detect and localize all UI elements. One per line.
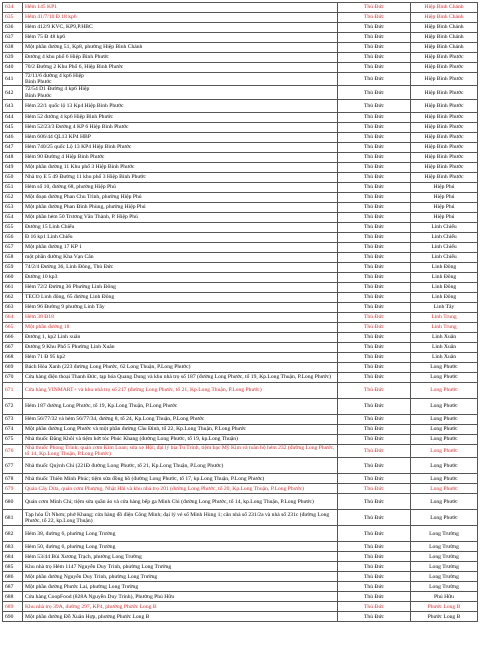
row-number-cell: 690 (3, 612, 23, 622)
table-row (3, 13, 478, 23)
district-cell: Thủ Đức (338, 414, 411, 424)
ward-cell: Hiệp Phú (411, 202, 478, 212)
location-cell: Đường 4 khu phố 6 Hiệp Bình Phước (23, 53, 338, 63)
district-cell: Thủ Đức (338, 162, 411, 172)
district-cell: Thủ Đức (338, 362, 411, 372)
row-number-cell: 661 (3, 282, 23, 292)
location-cell: 72/11/6 đường 4 kp6 Hiệp Bình Phước (23, 73, 338, 86)
district-cell: Thủ Đức (338, 212, 411, 222)
row-number-cell: 634 (3, 3, 23, 13)
ward-cell: Long Phước (411, 372, 478, 382)
ward-cell: Long Trường (411, 572, 478, 582)
row-number-cell: 659 (3, 262, 23, 272)
table-row (3, 192, 478, 202)
location-cell: Bách Hóa Xanh (223 đường Long Phước, 62 Long Thuận, P.Long Phước) (23, 362, 338, 372)
ward-cell: Long Trường (411, 542, 478, 552)
row-number-cell: 642 (3, 86, 23, 99)
ward-cell: Hiệp Bình Chánh (411, 13, 478, 23)
location-cell: Một phần đường 51, Kp8, phường Hiệp Bình Chánh (23, 43, 338, 53)
ward-cell: Hiệp Bình Phước (411, 152, 478, 162)
district-cell: Thủ Đức (338, 352, 411, 362)
row-number-cell: 650 (3, 172, 23, 182)
row-number-cell: 666 (3, 332, 23, 342)
table-row (3, 53, 478, 63)
table-row (3, 3, 478, 13)
row-number-cell: 680 (3, 494, 23, 510)
table-row (3, 582, 478, 592)
ward-cell: Hiệp Bình Phước (411, 73, 478, 86)
district-cell: Thủ Đức (338, 572, 411, 582)
district-cell: Thủ Đức (338, 222, 411, 232)
location-cell: 70/2 Đường 2 Khu Phố 6, Hiệp Bình Phước (23, 63, 338, 73)
location-cell: Một phần đường 17 KP 1 (23, 242, 338, 252)
row-number-cell: 638 (3, 43, 23, 53)
district-cell: Thủ Đức (338, 302, 411, 312)
ward-cell: Linh Trung (411, 312, 478, 322)
row-number-cell: 643 (3, 99, 23, 112)
row-number-cell: 686 (3, 572, 23, 582)
table-row (3, 43, 478, 53)
location-cell: Hẻm 50, đường 6, phường Long Trường (23, 542, 338, 552)
location-cell: 72/54 D1 Đường 4 kp6 Hiệp Bình Phước (23, 86, 338, 99)
row-number-cell: 649 (3, 162, 23, 172)
ward-cell: Long Trường (411, 582, 478, 592)
ward-cell: Long Phước (411, 382, 478, 398)
ward-cell: Long Phước (411, 484, 478, 494)
row-number-cell: 682 (3, 526, 23, 542)
location-cell: Hẻm 52/23/3 Đường 4 KP 6 Hiệp Bình Phước (23, 122, 338, 132)
table-row (3, 152, 478, 162)
district-cell: Thủ Đức (338, 562, 411, 572)
location-cell: Một phần đường Long Phước và một phần đường Cầu Đình, tổ 22, Kp.Long Thuận, P.Long Phước (23, 424, 338, 434)
district-cell: Thủ Đức (338, 424, 411, 434)
table-row (3, 572, 478, 582)
table-row (3, 63, 478, 73)
row-number-cell: 657 (3, 242, 23, 252)
location-cell: Nhà thuốc Đăng Khôi và tiệm hớt tóc Phúc Khang (đường Long Phước, tổ 19, kp.Long Thuận) (23, 434, 338, 444)
table-row (3, 262, 478, 272)
location-cell: Một phần đường 18 (23, 322, 338, 332)
location-cell: Nhà thuốc Thiên Minh Phúc; tiệm sửa đồng hồ (đường Long Phước, tổ 17, kp.Long Thuận, P.Long Phước) (23, 474, 338, 484)
location-cell: Quán Cây Dừa, quán cơm Phượng, Nhật Hải và khu nhà trọ 201 (đường Long Phước, tổ 20, Kp.Long Thuận, P.Long Phước) (23, 484, 338, 494)
table-row (3, 562, 478, 572)
location-cell: Một phần đường Phước Lai, phường Long Trường (23, 582, 338, 592)
table-row (3, 510, 478, 526)
table-row (3, 162, 478, 172)
location-cell: Hẻm 22/1 quốc lộ 13 Kp4 Hiệp Bình Phước (23, 99, 338, 112)
table-row (3, 312, 478, 322)
table-row (3, 414, 478, 424)
district-cell: Thủ Đức (338, 3, 411, 13)
location-cell: Tạp hóa Út Nhơn; phở Khang; cửa hàng đồ điện Công Minh; đại lý vé số Minh Hùng 1; căn nhà số 231/2a và nhà số 231c (đường Long Phước, tổ 22, kp.Long Thuận) (23, 510, 338, 526)
district-cell: Thủ Đức (338, 172, 411, 182)
district-cell: Thủ Đức (338, 434, 411, 444)
location-cell: 74/2/4 Đường 36, Linh Đông, Thủ Đức (23, 262, 338, 272)
district-cell: Thủ Đức (338, 43, 411, 53)
ward-cell: Hiệp Bình Chánh (411, 23, 478, 33)
table-row (3, 322, 478, 332)
location-cell: Hẻm 72/2 Đường 36 Phường Linh Đông (23, 282, 338, 292)
locations-table (2, 2, 478, 622)
ward-cell: Long Phước (411, 434, 478, 444)
row-number-cell: 684 (3, 552, 23, 562)
district-cell: Thủ Đức (338, 63, 411, 73)
row-number-cell: 681 (3, 510, 23, 526)
district-cell: Thủ Đức (338, 86, 411, 99)
ward-cell: Linh Đông (411, 292, 478, 302)
table-row (3, 398, 478, 414)
location-cell: Quán cơm Minh Chi; tiệm sửa quần áo và cửa hàng bếp ga Minh Chi (đường Long Phước, tổ 14, kp.Long Thuận, P.Long Phước) (23, 494, 338, 510)
district-cell: Thủ Đức (338, 382, 411, 398)
ward-cell: Linh Xuân (411, 342, 478, 352)
row-number-cell: 647 (3, 142, 23, 152)
row-number-cell: 679 (3, 484, 23, 494)
row-number-cell: 689 (3, 602, 23, 612)
row-number-cell: 687 (3, 582, 23, 592)
table-row (3, 474, 478, 484)
row-number-cell: 663 (3, 302, 23, 312)
ward-cell: Hiệp Phú (411, 182, 478, 192)
ward-cell: Long Phước (411, 414, 478, 424)
ward-cell: Hiệp Bình Phước (411, 53, 478, 63)
district-cell: Thủ Đức (338, 13, 411, 23)
table-row (3, 542, 478, 552)
table-row (3, 526, 478, 542)
table-row (3, 182, 478, 192)
ward-cell: Phú Hữu (411, 592, 478, 602)
row-number-cell: 674 (3, 424, 23, 434)
table-row (3, 122, 478, 132)
row-number-cell: 655 (3, 222, 23, 232)
location-cell: Một phần đường Nguyễn Duy Trinh, phường Long Trường (23, 572, 338, 582)
location-cell: Hẻm 606/44 QL13 KP4 HBP (23, 132, 338, 142)
table-row (3, 342, 478, 352)
ward-cell: Long Trường (411, 562, 478, 572)
row-number-cell: 637 (3, 33, 23, 43)
district-cell: Thủ Đức (338, 372, 411, 382)
table-row (3, 332, 478, 342)
ward-cell: Linh Đông (411, 272, 478, 282)
ward-cell: Long Phước (411, 494, 478, 510)
row-number-cell: 683 (3, 542, 23, 552)
row-number-cell: 658 (3, 252, 23, 262)
row-number-cell: 656 (3, 232, 23, 242)
location-cell: Hẻm 71 Đ 95 kp2 (23, 352, 338, 362)
district-cell: Thủ Đức (338, 542, 411, 552)
location-cell: Cửa hàng điện thoại Thanh Đức, tạp hóa Quang Dung và khu nhà trọ số 187 (đường Long Phước, tổ 19, Kp.Long Thuận, P.Long Phước) (23, 372, 338, 382)
ward-cell: Long Phước (411, 424, 478, 434)
district-cell: Thủ Đức (338, 152, 411, 162)
ward-cell: Linh Đông (411, 262, 478, 272)
row-number-cell: 685 (3, 562, 23, 572)
ward-cell: Hiệp Bình Phước (411, 162, 478, 172)
row-number-cell: 678 (3, 474, 23, 484)
ward-cell: Long Trường (411, 526, 478, 542)
district-cell: Thủ Đức (338, 292, 411, 302)
ward-cell: Hiệp Bình Chánh (411, 33, 478, 43)
district-cell: Thủ Đức (338, 444, 411, 457)
row-number-cell: 667 (3, 342, 23, 352)
district-cell: Thủ Đức (338, 252, 411, 262)
table-row (3, 372, 478, 382)
row-number-cell: 677 (3, 458, 23, 474)
location-cell: Hẻm 38, đường 6, phường Long Trường (23, 526, 338, 542)
table-row (3, 494, 478, 510)
district-cell: Thủ Đức (338, 99, 411, 112)
district-cell: Thủ Đức (338, 592, 411, 602)
table-row (3, 434, 478, 444)
district-cell: Thủ Đức (338, 262, 411, 272)
district-cell: Thủ Đức (338, 122, 411, 132)
location-cell: Đường 15 Linh Chiểu (23, 222, 338, 232)
district-cell: Thủ Đức (338, 474, 411, 484)
row-number-cell: 669 (3, 362, 23, 372)
district-cell: Thủ Đức (338, 132, 411, 142)
ward-cell: Hiệp Bình Phước (411, 122, 478, 132)
row-number-cell: 648 (3, 152, 23, 162)
row-number-cell: 676 (3, 444, 23, 457)
ward-cell: Long Phước (411, 362, 478, 372)
row-number-cell: 662 (3, 292, 23, 302)
district-cell: Thủ Đức (338, 342, 411, 352)
location-cell: Hẻm 187 đường Long Phước, tổ 19, Kp.Long Thuận, P.Long Phước (23, 398, 338, 414)
table-row (3, 73, 478, 86)
ward-cell: Linh Trung (411, 322, 478, 332)
location-cell: Một phần đường 11 Khu phố 3 Hiệp Bình Phước (23, 162, 338, 172)
location-cell: Đ 16 kp1 Linh Chiểu (23, 232, 338, 242)
location-cell: một phần đường Kha Vạn Cân (23, 252, 338, 262)
row-number-cell: 644 (3, 112, 23, 122)
row-number-cell: 645 (3, 122, 23, 132)
row-number-cell: 688 (3, 592, 23, 602)
district-cell: Thủ Đức (338, 458, 411, 474)
district-cell: Thủ Đức (338, 312, 411, 322)
location-cell: Hẻm 412/9 KVC, KP9,P.HBC (23, 23, 338, 33)
row-number-cell: 652 (3, 192, 23, 202)
table-row (3, 484, 478, 494)
table-row (3, 458, 478, 474)
district-cell: Thủ Đức (338, 322, 411, 332)
location-cell: Một phần đường Đỗ Xuân Hợp, phường Phước Long B (23, 612, 338, 622)
table-row (3, 382, 478, 398)
district-cell: Thủ Đức (338, 53, 411, 63)
row-number-cell: 636 (3, 23, 23, 33)
location-cell: Hẻm 56/77/32 và hẻm 56/77/34, đường 8, tổ 24, Kp.Long Thuận, P.Long Phước (23, 414, 338, 424)
district-cell: Thủ Đức (338, 73, 411, 86)
location-cell: Cửa hàng CoopFood (828A Nguyễn Duy Trinh), Phường Phú Hữu (23, 592, 338, 602)
ward-cell: Long Phước (411, 444, 478, 457)
ward-cell: Hiệp Bình Phước (411, 112, 478, 122)
ward-cell: Linh Chiểu (411, 232, 478, 242)
row-number-cell: 640 (3, 63, 23, 73)
district-cell: Thủ Đức (338, 582, 411, 592)
table-row (3, 222, 478, 232)
location-cell: Hẻm 145 KP1 (23, 3, 338, 13)
row-number-cell: 673 (3, 414, 23, 424)
row-number-cell: 671 (3, 382, 23, 398)
location-cell: Hẻm 96 Đường 9 phường Linh Tây (23, 302, 338, 312)
district-cell: Thủ Đức (338, 182, 411, 192)
ward-cell: Long Phước (411, 458, 478, 474)
location-cell: Hẻm 740/25 quốc Lộ 13 KP4 Hiệp Bình Phước (23, 142, 338, 152)
table-row (3, 232, 478, 242)
ward-cell: Hiệp Bình Phước (411, 99, 478, 112)
district-cell: Thủ Đức (338, 272, 411, 282)
location-cell: Hẻm 75 Đ 48 kp6 (23, 33, 338, 43)
table-row (3, 33, 478, 43)
row-number-cell: 635 (3, 13, 23, 23)
location-cell: Hẻm số 10, đường 68, phường Hiệp Phú (23, 182, 338, 192)
location-cell: Một phần đường Phan Đình Phùng, phường Hiệp Phú (23, 202, 338, 212)
district-cell: Thủ Đức (338, 552, 411, 562)
table-row (3, 202, 478, 212)
row-number-cell: 665 (3, 322, 23, 332)
district-cell: Thủ Đức (338, 526, 411, 542)
ward-cell: Linh Đông (411, 282, 478, 292)
table-row (3, 142, 478, 152)
location-cell: Nhà trọ E 5 49 Đường 11 khu phố 3 Hiệp Bình Phước (23, 172, 338, 182)
table-row (3, 592, 478, 602)
location-cell: TECO Linh đông, 65 đường Linh Đông (23, 292, 338, 302)
table-row (3, 23, 478, 33)
location-cell: Hẻm 90 Đường 4 Hiệp Bình Phước (23, 152, 338, 162)
row-number-cell: 670 (3, 372, 23, 382)
location-cell: Khu nhà trọ 39A, đường 297, KP4, phường Phước Long B (23, 602, 338, 612)
ward-cell: Hiệp Bình Phước (411, 132, 478, 142)
location-cell: Cửa hàng VINMART+ và khu nhà trọ số 217 (đường Long Phước, tổ 21, Kp.Long Thuận, P.Long Phước) (23, 382, 338, 398)
table-row (3, 132, 478, 142)
table-row (3, 282, 478, 292)
location-cell: Một đoạn đường Phan Chu Trinh, phường Hiệp Phú (23, 192, 338, 202)
ward-cell: Hiệp Bình Phước (411, 63, 478, 73)
district-cell: Thủ Đức (338, 484, 411, 494)
table-row (3, 602, 478, 612)
table-row (3, 362, 478, 372)
table-row (3, 212, 478, 222)
district-cell: Thủ Đức (338, 33, 411, 43)
table-row (3, 252, 478, 262)
row-number-cell: 660 (3, 272, 23, 282)
table-row (3, 86, 478, 99)
table-row (3, 272, 478, 282)
ward-cell: Linh Chiểu (411, 252, 478, 262)
table-row (3, 552, 478, 562)
district-cell: Thủ Đức (338, 142, 411, 152)
ward-cell: Hiệp Phú (411, 192, 478, 202)
ward-cell: Hiệp Bình Phước (411, 86, 478, 99)
district-cell: Thủ Đức (338, 242, 411, 252)
row-number-cell: 664 (3, 312, 23, 322)
table-row (3, 302, 478, 312)
ward-cell: Hiệp Bình Phước (411, 142, 478, 152)
ward-cell: Long Phước (411, 474, 478, 484)
table-row (3, 612, 478, 622)
row-number-cell: 654 (3, 212, 23, 222)
location-cell: Hẻm 53/44 Bùi Xương Trạch, phường Long Trường (23, 552, 338, 562)
table-row (3, 352, 478, 362)
location-cell: Hẻm 52 đường 4 kp6 Hiệp Bình Phước (23, 112, 338, 122)
table-row (3, 99, 478, 112)
ward-cell: Linh Chiểu (411, 242, 478, 252)
district-cell: Thủ Đức (338, 398, 411, 414)
location-cell: Đường 9 Khu Phố 5 Phường Linh Xuân (23, 342, 338, 352)
table-row (3, 112, 478, 122)
district-cell: Thủ Đức (338, 202, 411, 212)
ward-cell: Long Phước (411, 398, 478, 414)
location-cell: Hẻm 41/7/10 Đ 18 kp6 (23, 13, 338, 23)
district-cell: Thủ Đức (338, 192, 411, 202)
ward-cell: Hiệp Bình Chánh (411, 3, 478, 13)
ward-cell: Linh Tây (411, 302, 478, 312)
ward-cell: Hiệp Phú (411, 212, 478, 222)
ward-cell: Long Phước (411, 510, 478, 526)
ward-cell: Hiệp Bình Phước (411, 172, 478, 182)
ward-cell: Long Trường (411, 552, 478, 562)
row-number-cell: 653 (3, 202, 23, 212)
location-cell: Khu nhà trọ Hẻm 1147 Nguyễn Duy Trinh, phường Long Trường (23, 562, 338, 572)
district-cell: Thủ Đức (338, 282, 411, 292)
ward-cell: Hiệp Bình Chánh (411, 43, 478, 53)
ward-cell: Phước Long B (411, 612, 478, 622)
row-number-cell: 675 (3, 434, 23, 444)
district-cell: Thủ Đức (338, 332, 411, 342)
location-cell: Một phần hẻm 50 Trương Văn Thành, P. Hiệp Phú (23, 212, 338, 222)
table-row (3, 242, 478, 252)
district-cell: Thủ Đức (338, 602, 411, 612)
row-number-cell: 646 (3, 132, 23, 142)
row-number-cell: 641 (3, 73, 23, 86)
location-cell: Đường 1, kp2 Linh xuân (23, 332, 338, 342)
district-cell: Thủ Đức (338, 510, 411, 526)
table-row (3, 172, 478, 182)
row-number-cell: 668 (3, 352, 23, 362)
row-number-cell: 651 (3, 182, 23, 192)
location-cell: Hẻm 38 Đ18 (23, 312, 338, 322)
district-cell: Thủ Đức (338, 612, 411, 622)
row-number-cell: 639 (3, 53, 23, 63)
row-number-cell: 672 (3, 398, 23, 414)
table-row (3, 444, 478, 457)
district-cell: Thủ Đức (338, 494, 411, 510)
district-cell: Thủ Đức (338, 232, 411, 242)
location-cell: Nhà thuốc Phong Trinh; quán cơm Kim Loan; sửa xe Hội; đại lý bia Tú Trinh, tiệm bạc Mỹ Kim và toàn bộ hẻm 232 (đường Long Phước, tổ 14, Kp.Long Thuận, P.Long Phước) (23, 444, 338, 457)
ward-cell: Linh Xuân (411, 332, 478, 342)
location-cell: Nhà thuốc Quỳnh Chi (221Đ đường Long Phước, tổ 21, Kp.Long Thuận, P.Long Phước) (23, 458, 338, 474)
district-cell: Thủ Đức (338, 112, 411, 122)
table-row (3, 424, 478, 434)
district-cell: Thủ Đức (338, 23, 411, 33)
ward-cell: Linh Xuân (411, 352, 478, 362)
ward-cell: Phước Long B (411, 602, 478, 612)
ward-cell: Linh Chiểu (411, 222, 478, 232)
table-body (3, 3, 478, 622)
table-row (3, 292, 478, 302)
location-cell: Đường 10 kp3 (23, 272, 338, 282)
